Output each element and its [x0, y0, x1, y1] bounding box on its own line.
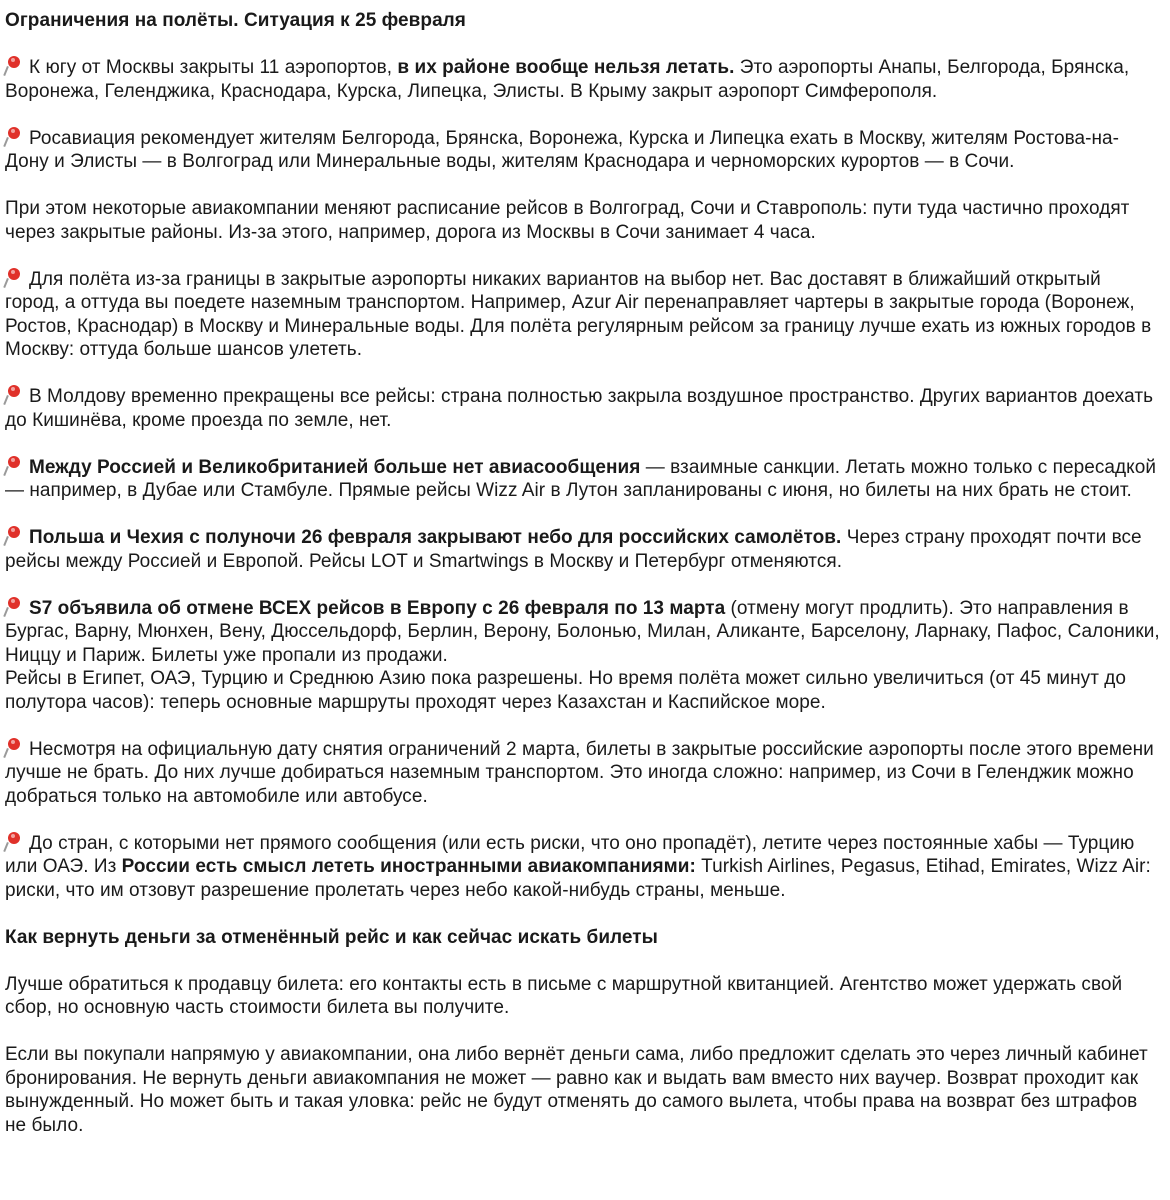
text: Лучше обратиться к продавцу билета: его контакты есть в письме с маршрутной квитанцией. Агентство может удержать свой сбор, но основную часть стоимости билета вы получите.	[5, 973, 1123, 1018]
text: При этом некоторые авиакомпании меняют расписание рейсов в Волгоград, Сочи и Ставрополь: пути туда частично проходят через закрытые районы. Из-за этого, например, дорога из Москвы в Сочи занимает 4 часа.	[5, 198, 1130, 243]
article	[5, 0, 1160, 1137]
paragraph	[5, 1043, 1160, 1137]
pushpin-icon	[5, 832, 21, 852]
paragraph	[5, 526, 1160, 573]
text: К югу от Москвы закрыты 11 аэропортов,	[29, 57, 398, 78]
bold-text: Как вернуть деньги за отменённый рейс и как сейчас искать билеты	[5, 926, 658, 948]
text: Через страну проходят почти все рейсы между Россией и Европой. Рейсы LOT и Smartwings в Москву и Петербург отменяются.	[5, 527, 1142, 572]
text: — взаимные санкции. Летать можно только с пересадкой — например, в Дубае или Стамбуле. Прямые рейсы Wizz Air в Лутон запланированы с июня, но билеты на них брать не стоит.	[5, 456, 1157, 501]
text: В Молдову временно прекращены все рейсы: страна полностью закрыла воздушное пространство. Других вариантов доехать до Кишинёва, кроме проезда по земле, нет.	[5, 386, 1154, 431]
paragraph	[5, 385, 1160, 432]
paragraph	[5, 197, 1160, 244]
text: Turkish Airlines, Pegasus, Etihad, Emirates, Wizz Air: риски, что им отзовут разрешение пролетать через небо какой-нибудь страны, меньше.	[5, 856, 1151, 901]
paragraph	[5, 456, 1160, 503]
paragraph	[5, 268, 1160, 362]
pushpin-icon	[5, 738, 21, 758]
bold-text: Польша и Чехия с полуночи 26 февраля закрывают небо для российских самолётов.	[29, 527, 842, 548]
paragraph	[5, 832, 1160, 903]
paragraph	[5, 56, 1160, 103]
text: Это аэропорты Анапы, Белгорода, Брянска, Воронежа, Геленджика, Краснодара, Курска, Липецка, Элисты. В Крыму закрыт аэропорт Симферополя.	[5, 57, 1130, 102]
paragraph	[5, 973, 1160, 1020]
bold-text: в их районе вообще нельзя летать.	[397, 57, 735, 78]
text: (отмену могут продлить). Это направления в Бургас, Варну, Мюнхен, Вену, Дюссельдорф, Берлин, Верону, Болонью, Милан, Аликанте, Барселону, Ларнаку, Пафос, Салоники, Ниццу и Париж. Билеты уже пропали из продажи.	[5, 597, 1160, 666]
pushpin-icon	[5, 127, 21, 147]
pushpin-icon	[5, 597, 21, 617]
paragraph	[5, 597, 1160, 715]
text: До стран, с которыми нет прямого сообщения (или есть риски, что оно пропадёт), летите через постоянные хабы — Турцию или ОАЭ. Из	[5, 832, 1135, 877]
article-title: Ограничения на полёты. Ситуация к 25 февраля	[5, 10, 466, 31]
text: Рейсы в Египет, ОАЭ, Турцию и Среднюю Азию пока разрешены. Но время полёта может сильно увеличиться (от 45 минут до полутора часов): теперь основные маршруты проходят через Казахстан и Каспийское море.	[5, 668, 1127, 713]
paragraph	[5, 738, 1160, 809]
article-body	[5, 56, 1160, 1137]
text: Росавиация рекомендует жителям Белгорода, Брянска, Воронежа, Курска и Липецка ехать в Москву, жителям Ростова-на-Дону и Элисты — в Волгоград или Минеральные воды, жителям Краснодара и черноморских курортов — в Сочи.	[5, 127, 1120, 172]
bold-text: S7 объявила об отмене ВСЕХ рейсов в Европу с 26 февраля по 13 марта	[29, 597, 726, 619]
text: Если вы покупали напрямую у авиакомпании, она либо вернёт деньги сама, либо предложит сделать это через личный кабинет бронирования. Не вернуть деньги авиакомпания не может — равно как и выдать вам вместо них ваучер. Возврат проходит как вынужденный. Но может быть и такая уловка: рейс не будут отменять до самого вылета, чтобы права на возврат без штрафов не было.	[5, 1044, 1148, 1136]
section-heading	[5, 926, 1160, 950]
bold-text: Между Россией и Великобританией больше нет авиасообщения	[29, 456, 641, 478]
pushpin-icon	[5, 56, 21, 76]
pushpin-icon	[5, 385, 21, 405]
text: Несмотря на официальную дату снятия ограничений 2 марта, билеты в закрытые российские аэропорты после этого времени лучше не брать. До них лучше добираться наземным транспортом. Это иногда сложно: например, из Сочи в Геленджик можно добраться только на автомобиле или автобусе.	[5, 738, 1154, 807]
pushpin-icon	[5, 526, 21, 546]
paragraph	[5, 127, 1160, 174]
text: Для полёта из-за границы в закрытые аэропорты никаких вариантов на выбор нет. Вас доставят в ближайший открытый город, а оттуда вы поедете наземным транспортом. Например, Azur Air перенаправляет чартеры в закрытые города (Воронеж, Ростов, Краснодар) в Москву и Минеральные воды. Для полёта регулярным рейсом за границу лучше ехать из южных городов в Москву: оттуда больше шансов улететь.	[5, 268, 1152, 360]
pushpin-icon	[5, 456, 21, 476]
pushpin-icon	[5, 268, 21, 288]
bold-text: России есть смысл лететь иностранными авиакомпаниями:	[121, 856, 696, 877]
